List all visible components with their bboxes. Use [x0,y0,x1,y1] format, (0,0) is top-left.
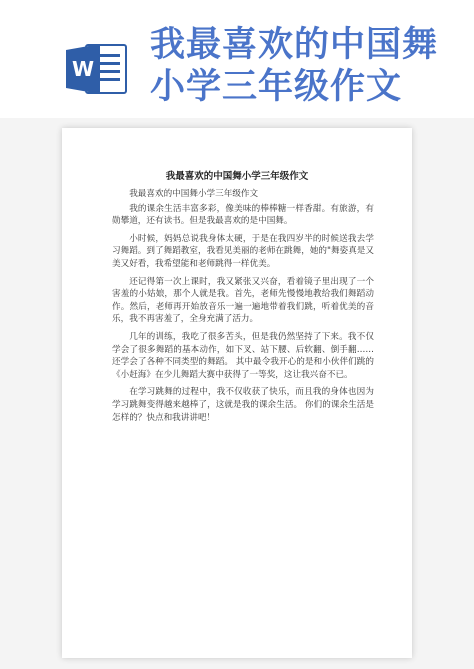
banner-title-line-1: 我最喜欢的中国舞 [150,25,439,65]
document-body [112,188,374,429]
document-title: 我最喜欢的中国舞小学三年级作文 [165,171,309,182]
paragraph-1: 我最喜欢的中国舞小学三年级作文 [129,189,259,199]
banner-title-line-2: 小学三年级作文 [150,67,403,107]
svg-text:W: W [71,57,95,81]
paragraph-3: 小时候，妈妈总说我身体太硬，于是在我四岁半的时候送我去学习舞蹈。到了舞蹈教室，我看见美丽的老师在跳舞，她的"舞姿真是又美又好看，我希望能和老师跳得一样优美。 [112,233,374,269]
banner-title [150,24,470,108]
banner [0,0,474,118]
paragraph-6: 在学习跳舞的过程中，我不仅收获了快乐，而且我的身体也因为学习跳舞变得越来越棒了，这就是我的课余生活。 你们的课余生活是怎样的？快点和我讲讲吧！ [112,387,374,423]
paragraph-2: 我的课余生活丰富多彩，像美味的棒棒糖一样香甜。有旅游，有勋攀道，还有读书。但是我最喜欢的是中国舞。 [112,203,374,227]
paragraph-4: 还记得第一次上课时，我又紧张又兴奋，看着镜子里出现了一个害羞的小姑娘，那个人就是我。首先，老师先慢慢地教给我们舞蹈动作。然后，老师再开始放音乐一遍一遍地带着我们跳，听着优美的音乐，我不再害羞了，全身充满了活力。 [112,276,374,325]
paragraph-5: 几年的训练，我吃了很多苦头，但是我仍然坚持了下来。我不仅学会了很多舞蹈的基本动作，如下叉、站下腰、后软翻、倒手翻……还学会了各种不同类型的舞蹈。 其中最令我开心的是和小伙伴们跳的《小赶海》在少儿舞蹈大赛中获得了一等奖，这让我兴奋不已。 [112,331,374,380]
word-document-icon [66,42,128,96]
document-page [62,128,412,658]
